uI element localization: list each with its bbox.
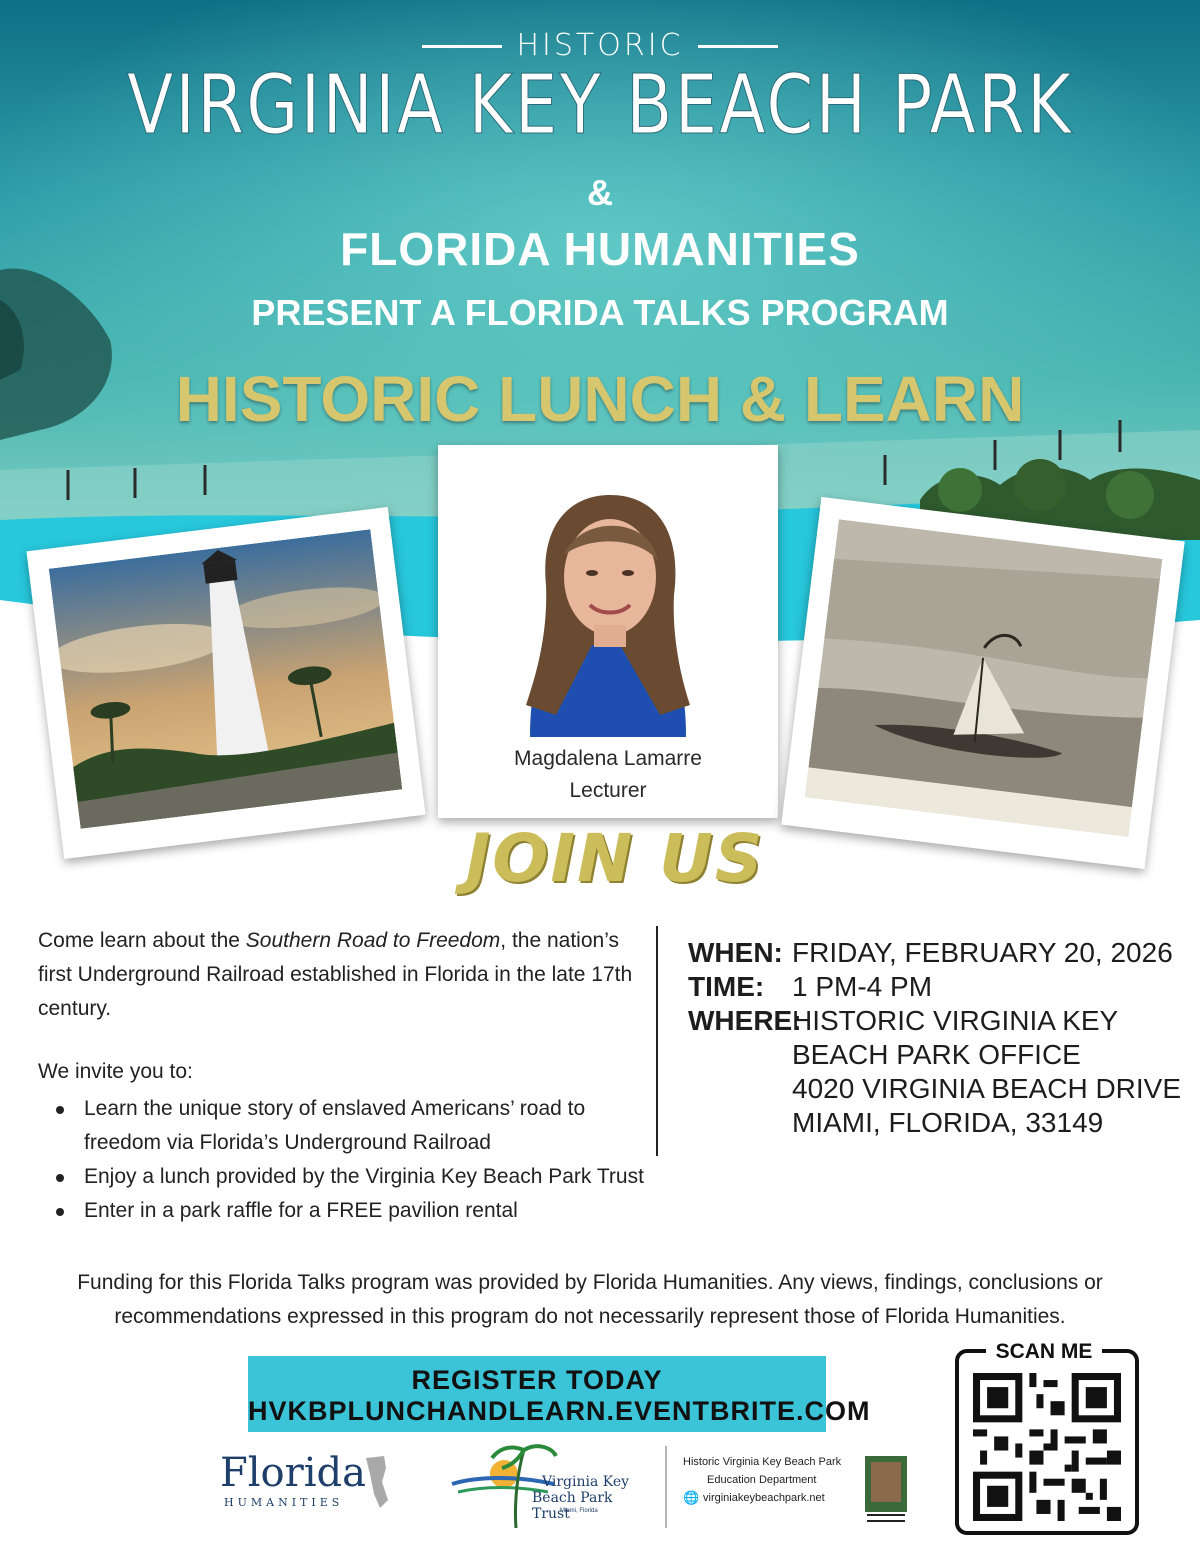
bullet-text: Learn the unique story of enslaved Americans’ road to freedom via Florida’s Underground Railroad [84, 1097, 586, 1154]
list-item [38, 1092, 648, 1160]
list-item [38, 1194, 648, 1228]
invite-label: We invite you to: [38, 1060, 193, 1083]
intro-suffix: , the nation’s first Underground Railroad established in Florida in the late 17th century. [38, 929, 633, 1020]
intro-paragraph [38, 924, 638, 1026]
where-label: WHERE: [688, 1005, 802, 1036]
edu-divider [665, 1446, 667, 1528]
address-line: HISTORIC VIRGINIA KEY [792, 1005, 1119, 1036]
engraving-photo [805, 519, 1163, 837]
time-label: TIME: [688, 971, 765, 1002]
funding-line-1: Funding for this Florida Talks program was provided by Florida Humanities. Any views, findings, conclusions or [77, 1271, 1103, 1294]
address-line: 4020 VIRGINIA BEACH DRIVE [792, 1073, 1182, 1104]
funding-disclaimer [0, 1266, 1180, 1334]
bullet-dot-icon [56, 1174, 64, 1182]
education-department-block [665, 1446, 917, 1528]
bullet-text: Enter in a park raffle for a FREE pavilion rental [84, 1199, 518, 1222]
qr-code-icon [973, 1373, 1121, 1521]
lighthouse-photo [49, 529, 403, 829]
edu-website-link[interactable]: virginiakeybeachpark.net [703, 1492, 825, 1504]
florida-humanities-logo [218, 1446, 390, 1512]
florida-map-icon [364, 1454, 390, 1510]
register-banner[interactable] [248, 1356, 871, 1432]
where-row [688, 1004, 1181, 1140]
speaker-name: Magdalena Lamarre [514, 747, 702, 770]
globe-icon: 🌐 [683, 1490, 700, 1505]
partner-title: FLORIDA HUMANITIES [340, 223, 860, 275]
florida-humanities-subtitle: HUMANITIES [224, 1496, 344, 1509]
bullet-text: Enjoy a lunch provided by the Virginia Key Beach Park Trust [84, 1165, 644, 1188]
vk-beach-park-trust-logo [448, 1440, 638, 1530]
address-line: BEACH PARK OFFICE [792, 1039, 1081, 1070]
eyebrow-rule-right [698, 45, 778, 48]
event-details [688, 936, 1181, 1140]
address-line: MIAMI, FLORIDA, 33149 [792, 1107, 1104, 1138]
engraving-photo-frame [781, 497, 1184, 869]
list-item [38, 1160, 648, 1194]
florida-humanities-wordmark: Florida [220, 1450, 366, 1496]
speaker-photo-frame [438, 445, 778, 818]
lighthouse-photo-frame [26, 507, 425, 859]
funding-line-2: recommendations expressed in this program do not necessarily represent those of Florida Humanities. [114, 1305, 1066, 1328]
historic-park-badge-icon [865, 1448, 907, 1528]
intro-prefix: Come learn about the [38, 929, 246, 952]
time-row [688, 970, 1181, 1004]
bullet-dot-icon [56, 1208, 64, 1216]
eyebrow-text: HISTORIC [516, 28, 684, 63]
when-row [688, 936, 1181, 970]
speaker-role: Lecturer [569, 779, 647, 802]
present-line: PRESENT A FLORIDA TALKS PROGRAM [251, 292, 949, 333]
join-us-heading: JOIN US [465, 820, 765, 897]
register-heading: REGISTER TODAY [411, 1365, 663, 1395]
speaker-photo [460, 465, 756, 737]
bullet-dot-icon [56, 1106, 64, 1114]
vk-trust-line-1: Virginia Key [542, 1474, 630, 1490]
eyebrow-rule-left [422, 45, 502, 48]
vk-trust-line-2: Beach Park Trust [532, 1490, 613, 1522]
when-value: FRIDAY, FEBRUARY 20, 2026 [792, 937, 1173, 968]
event-title: HISTORIC LUNCH & LEARN [175, 363, 1025, 435]
vk-trust-line-3: Miami, Florida [560, 1508, 598, 1514]
ampersand: & [587, 172, 613, 213]
qr-code-frame[interactable] [955, 1349, 1139, 1535]
edu-line-1: Historic Virginia Key Beach Park [683, 1456, 842, 1468]
time-value: 1 PM-4 PM [792, 971, 933, 1002]
column-divider [656, 926, 658, 1156]
where-value [792, 1004, 1181, 1140]
register-url-link[interactable]: HVKBPLUNCHANDLEARN.EVENTBRITE.COM [248, 1396, 871, 1426]
intro-italic: Southern Road to Freedom [245, 929, 501, 952]
scan-me-label: SCAN ME [986, 1340, 1102, 1366]
when-label: WHEN: [688, 937, 783, 968]
invite-bullet-list [38, 1092, 648, 1228]
park-title: VIRGINIA KEY BEACH PARK [126, 58, 1074, 153]
edu-line-2: Education Department [707, 1474, 817, 1486]
